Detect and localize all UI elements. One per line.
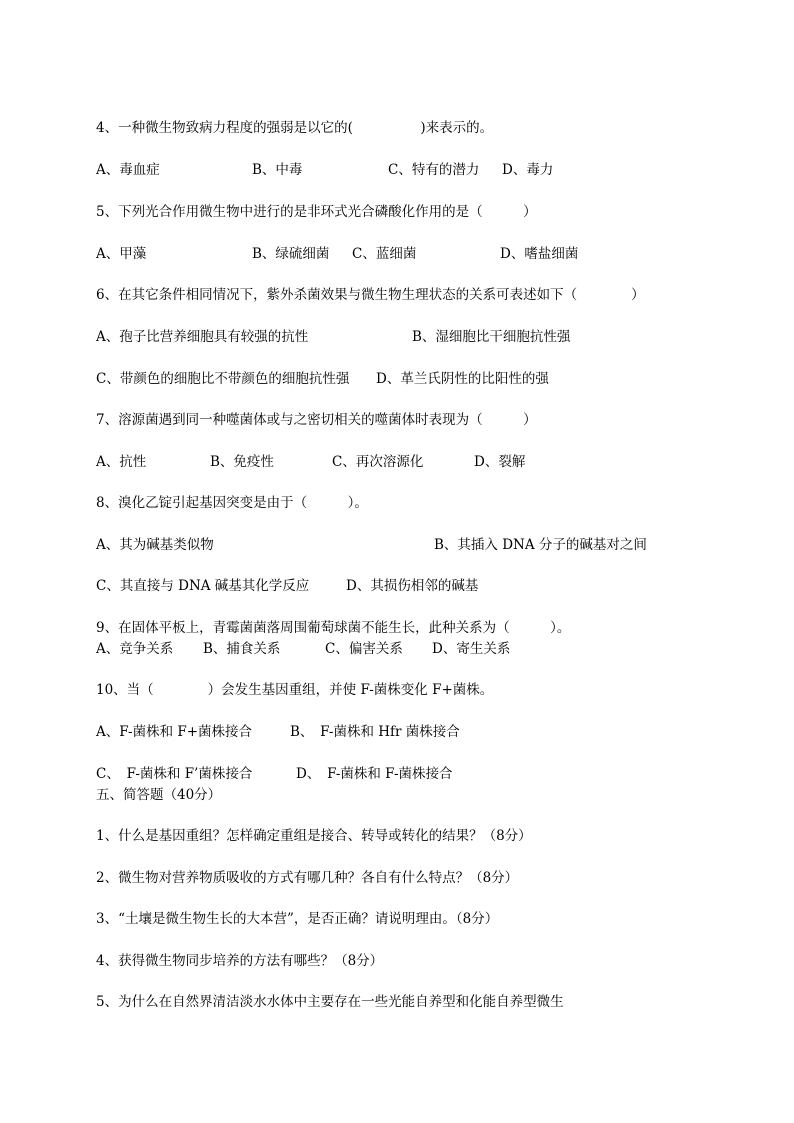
option-b: B、 F-菌株和 Hfr 菌株接合 [290, 724, 460, 740]
essay-question-1: 1、什么是基因重组？怎样确定重组是接合、转导或转化的结果？（8分） [96, 828, 532, 844]
essay-question-4: 4、获得微生物同步培养的方法有哪些？（8分） [96, 953, 384, 969]
option-c: C、蓝细菌 [352, 246, 417, 262]
option-a: A、其为碱基类似物 [96, 537, 214, 553]
question-7-stem: 7、溶源菌遇到同一种噬菌体或与之密切相关的噬菌体时表现为（ ） [96, 412, 537, 428]
option-d: D、寄生关系 [432, 641, 511, 657]
option-c: C、再次溶源化 [332, 454, 424, 470]
essay-question-3: 3、“土壤是微生物生长的大本营”，是否正确？请说明理由。（8分） [96, 911, 499, 927]
option-c: C、偏害关系 [325, 641, 403, 657]
option-c: C、带颜色的细胞比不带颜色的细胞抗性强 [96, 371, 350, 387]
question-10-stem: 10、当（ ）会发生基因重组，并使 F-菌株变化 F+菌株。 [96, 682, 494, 698]
question-6-stem: 6、在其它条件相同情况下，紫外杀菌效果与微生物生理状态的关系可表述如下（ ） [96, 287, 645, 303]
option-b: B、其插入 DNA 分子的碱基对之间 [434, 537, 647, 553]
option-d: D、嗜盐细菌 [500, 246, 579, 262]
option-b: B、免疫性 [210, 454, 274, 470]
option-b: B、湿细胞比干细胞抗性强 [412, 329, 571, 345]
question-5-stem: 5、下列光合作用微生物中进行的是非环式光合磷酸化作用的是（ ） [96, 204, 537, 220]
option-b: B、绿硫细菌 [252, 246, 330, 262]
option-a: A、孢子比营养细胞具有较强的抗性 [96, 329, 309, 345]
option-c: C、特有的潜力 [388, 162, 480, 178]
section-heading: 五、简答题（40分） [96, 787, 222, 803]
option-d: D、 F-菌株和 F-菌株接合 [296, 766, 453, 782]
option-c: C、 F-菌株和 F’菌株接合 [96, 766, 253, 782]
question-8-stem: 8、溴化乙锭引起基因突变是由于（ ）。 [96, 495, 368, 511]
option-d: D、其损伤相邻的碱基 [346, 578, 479, 594]
option-b: B、中毒 [252, 162, 303, 178]
option-a: A、毒血症 [96, 162, 160, 178]
option-b: B、捕食关系 [203, 641, 281, 657]
option-a: A、抗性 [96, 454, 147, 470]
option-a: A、F-菌株和 F+菌株接合 [96, 724, 253, 740]
option-d: D、毒力 [502, 162, 554, 178]
option-d: D、裂解 [474, 454, 526, 470]
option-d: D、革兰氏阴性的比阳性的强 [376, 371, 549, 387]
option-a: A、甲藻 [96, 246, 147, 262]
option-c: C、其直接与 DNA 碱基其化学反应 [96, 578, 310, 594]
question-4-stem: 4、一种微生物致病力程度的强弱是以它的( )来表示的。 [96, 120, 494, 136]
essay-question-2: 2、微生物对营养物质吸收的方式有哪几种？各自有什么特点？（8分） [96, 870, 519, 886]
question-9-stem: 9、在固体平板上，青霉菌菌落周围葡萄球菌不能生长，此种关系为（ ）。 [96, 620, 571, 636]
option-a: A、竞争关系 [96, 641, 174, 657]
essay-question-5: 5、为什么在自然界清洁淡水水体中主要存在一些光能自养型和化能自养型微生 [96, 994, 564, 1010]
